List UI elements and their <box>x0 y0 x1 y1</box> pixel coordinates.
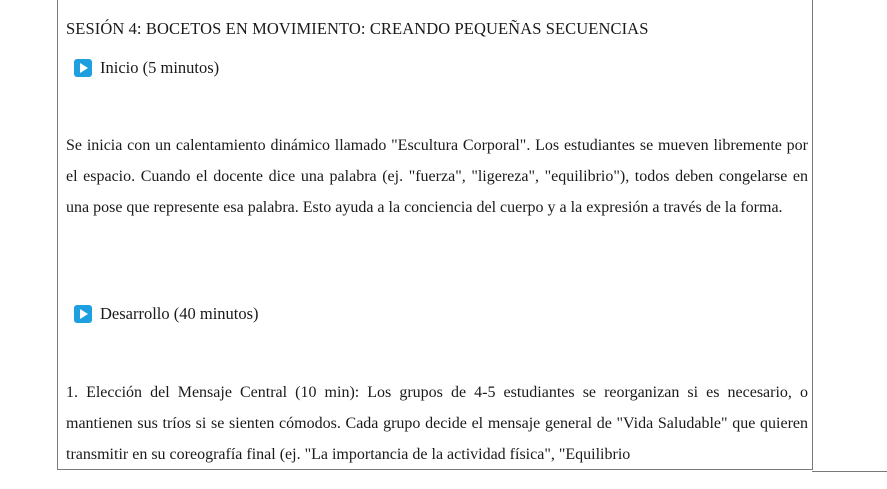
section-heading-label: Desarrollo (40 minutos) <box>100 304 259 323</box>
section-heading-inicio <box>74 58 219 78</box>
table-row-divider <box>812 471 887 472</box>
section-heading-label: Inicio (5 minutos) <box>100 58 220 77</box>
paragraph-desarrollo: 1. Elección del Mensaje Central (10 min): Los grupos de 4-5 estudiantes se reorganizan si es necesario, o mantienen sus tríos si se sienten cómodos. Cada grupo decide el mensaje general de "Vida Saludable" que quieren transmitir en su coreografía final (ej. "La importancia de la actividad física", "Equilibrio <box>66 384 808 463</box>
section-heading-desarrollo <box>74 304 259 324</box>
session-title: SESIÓN 4: BOCETOS EN MOVIMIENTO: CREANDO PEQUEÑAS SECUENCIAS <box>66 19 649 38</box>
play-icon <box>74 59 92 77</box>
paragraph-inicio: Se inicia con un calentamiento dinámico llamado "Escultura Corporal". Los estudiantes se mueven libremente por el espacio. Cuando el docente dice una palabra (ej. "fuerza", "ligereza", "equilibrio"), todos deben congelarse en una pose que represente esa palabra. Esto ayuda a la conciencia del cuerpo y a la expresión a través de la forma. <box>66 137 808 216</box>
play-icon <box>74 305 92 323</box>
